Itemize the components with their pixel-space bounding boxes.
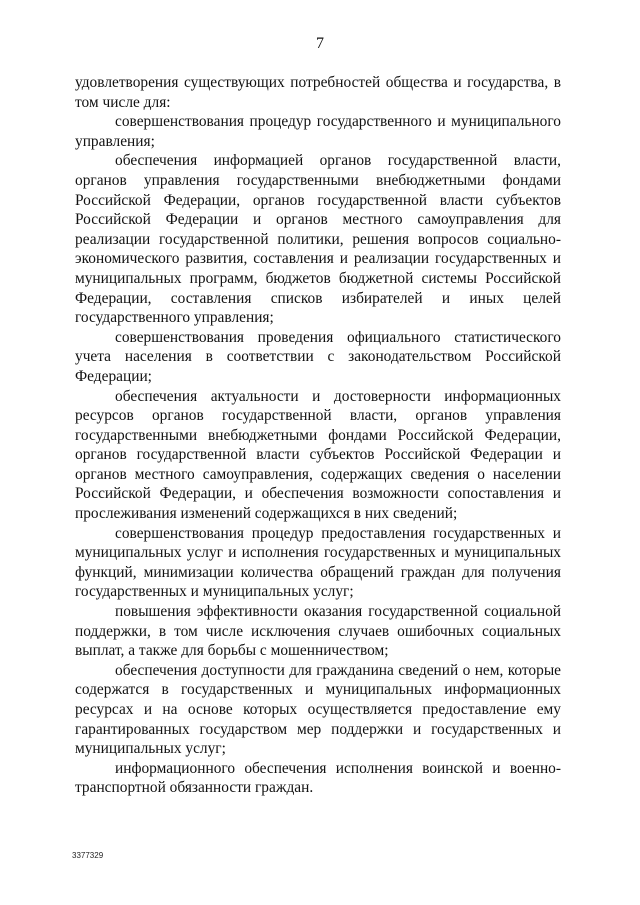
document-code: 3377329 [72,851,104,860]
paragraph-item: совершенствования проведения официального статистического учета населения в соответствии с законодательством Российской Федерации; [75,328,561,385]
page-number: 7 [316,35,324,52]
paragraph-intro: удовлетворения существующих потребностей общества и государства, в том числе для: [75,74,561,111]
paragraph-item: совершенствования процедур предоставления государственных и муниципальных услуг и исполнения государственных и муниципальных функций, минимизации количества обращений граждан для получения государственных и муниципальных услуг; [75,524,561,601]
paragraph-item: информационного обеспечения исполнения воинской и военно-транспортной обязанности граждан. [75,759,561,797]
paragraph-item: обеспечения актуальности и достоверности информационных ресурсов органов государственной власти, органов управления государственными внебюджетными фондами Российской Федерации, органов государственной власти субъектов Российской Федерации и органов местного самоуправления, содержащих сведения о населении Российской Федерации, и обеспечения возможности сопоставления и прослеживания изменений содержащихся в них сведений; [75,387,561,523]
paragraph-item: совершенствования процедур государственного и муниципального управления; [75,113,561,150]
paragraph-item: обеспечения доступности для гражданина сведений о нем, которые содержатся в государственных и муниципальных информационных ресурсах и на основе которых осуществляется предоставление ему гарантированных государством мер поддержки и государственных и муниципальных услуг; [75,661,561,758]
document-body [75,73,561,798]
paragraph-item: повышения эффективности оказания государственной социальной поддержки, в том числе исключения случаев ошибочных социальных выплат, а также для борьбы с мошенничеством; [75,603,561,660]
paragraph-item: обеспечения информацией органов государственной власти, органов управления государственными внебюджетными фондами Российской Федерации, органов государственной власти субъектов Российской Федерации и органов местного самоуправления для реализации государственной политики, решения вопросов социально-экономического развития, составления и реализации государственных и муниципальных программ, бюджетов бюджетной системы Российской Федерации, составления списков избирателей и иных целей государственного управления; [75,152,561,327]
